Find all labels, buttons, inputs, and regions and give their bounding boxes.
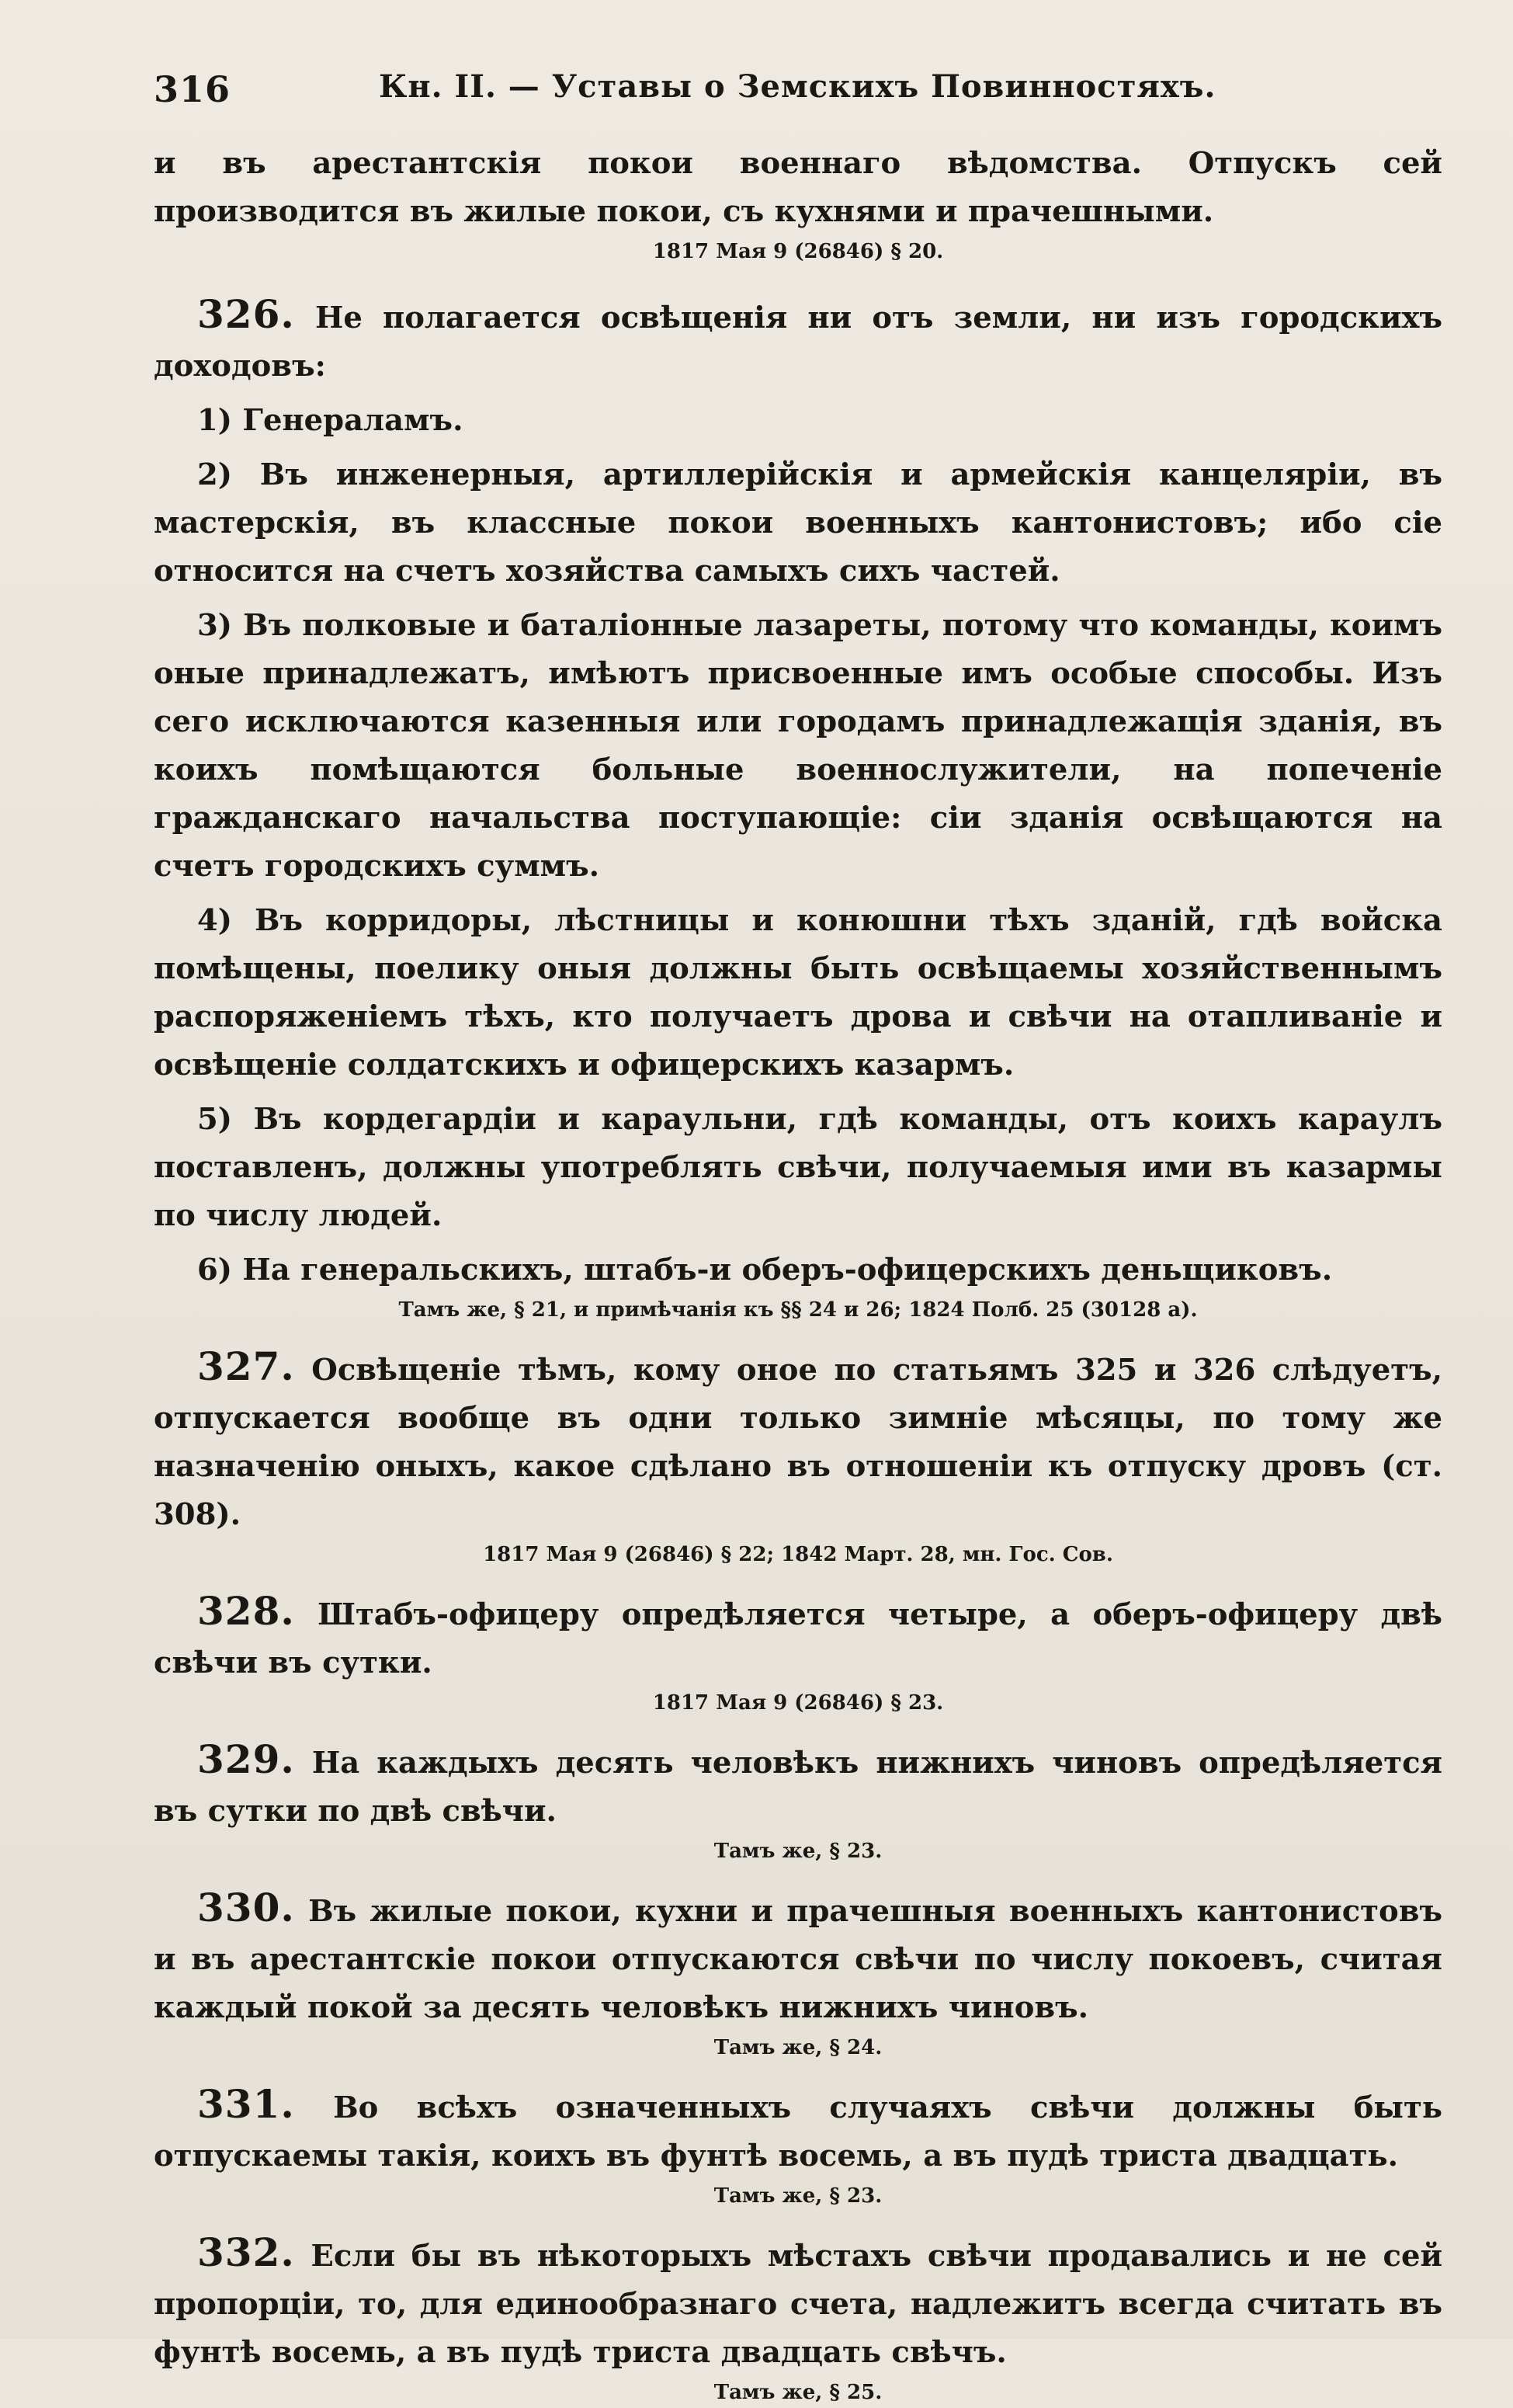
article-citation: Тамъ же, § 23. [713,1840,883,1863]
article-text: Если бы въ нѣкоторыхъ мѣстахъ свѣчи продавались и не сей пропорціи, то, для единообразнаго счета, надлежитъ всегда считать въ фунтѣ восемь, а въ пудѣ триста двадцать свѣчъ. [154,2239,1443,2370]
article-number: 331. [197,2081,295,2127]
article-text: Во всѣхъ означенныхъ случаяхъ свѣчи должны быть отпускаемы такія, коихъ въ фунтѣ восемь, а въ пудѣ триста двадцать. [154,2090,1442,2173]
article-text-block [154,1587,1442,1687]
article-text-block [154,1736,1442,1836]
article-text: Въ жилые покои, кухни и прачешныя военныхъ кантонистовъ и въ арестантскіе покои отпускаются свѣчи по числу покоевъ, считая каждый покой за десять человѣкъ нижнихъ чиновъ. [154,1894,1442,2025]
article-citation: 1817 Мая 9 (26846) § 22; 1842 Март. 28, мн. Гос. Сов. [483,1543,1113,1566]
article-332 [154,2229,1442,2408]
article-item: 3) Въ полковые и баталіонные лазареты, потому что команды, коимъ оные принадлежатъ, имѣютъ присвоенные имъ особые способы. Изъ сего исключаются казенныя или городамъ принадлежащія зданія, въ коихъ помѣщаются больные военнослужители, на попеченіе гражданскаго начальства поступающіе: сіи зданія освѣщаются на счетъ городскихъ суммъ. [154,608,1442,884]
article-lead [154,290,1442,391]
article-number: 327. [197,1343,295,1389]
article-text-block [154,2080,1442,2180]
intro-text: и въ арестантскія покои военнаго вѣдомства. Отпускъ сей производится въ жилые покои, съ кухнями и прачешными. [154,146,1442,229]
running-title: Кн. II. — Уставы о Земскихъ Повинностяхъ. [379,68,1216,105]
intro-citation: 1817 Мая 9 (26846) § 20. [652,240,944,263]
article-330 [154,1884,1442,2063]
article-text-block [154,2229,1442,2377]
article-citation: Тамъ же, § 23. [713,2184,883,2208]
article-citation: Тамъ же, § 21, и примѣчанія къ §§ 24 и 26; 1824 Полб. 25 (30128 а). [398,1298,1198,1322]
article-lead-text: Не полагается освѣщенія ни отъ земли, ни изъ городскихъ доходовъ: [154,301,1442,384]
page-header [154,47,1442,116]
article-item: 6) На генеральскихъ, штабъ-и оберъ-офицерскихъ деньщиковъ. [197,1253,1333,1287]
article-number: 330. [197,1885,295,1930]
article-text: Освѣщеніе тѣмъ, кому оное по статьямъ 325 и 326 слѣдуетъ, отпускается вообще въ одни только зимніе мѣсяцы, по тому же назначенію оныхъ, какое сдѣлано въ отношеніи къ отпуску дровъ (ст. 308). [154,1353,1443,1532]
article-number: 332. [197,2229,295,2275]
article-326 [154,290,1442,1326]
article-327 [154,1343,1442,1570]
article-number: 329. [197,1736,295,1782]
article-citation: Тамъ же, § 25. [713,2381,883,2404]
article-number: 328. [197,1588,295,1634]
article-number: 326. [197,291,295,337]
article-item: 1) Генераламъ. [197,403,463,438]
article-item: 5) Въ кордегардіи и караульни, гдѣ команды, отъ коихъ караулъ поставленъ, должны употреблять свѣчи, получаемыя ими въ казармы по числу людей. [154,1102,1442,1233]
page-number: 316 [154,68,231,110]
article-citation: Тамъ же, § 24. [713,2036,883,2059]
article-citation: 1817 Мая 9 (26846) § 23. [652,1691,944,1715]
article-328 [154,1587,1442,1718]
article-text-block [154,1884,1442,2032]
article-329 [154,1736,1442,1867]
article-331 [154,2080,1442,2212]
article-item: 2) Въ инженерныя, артиллерійскія и армейскія канцеляріи, въ мастерскія, въ классные покои военныхъ кантонистовъ; ибо сіе относится на счетъ хозяйства самыхъ сихъ частей. [154,457,1442,589]
article-text: На каждыхъ десять человѣкъ нижнихъ чиновъ опредѣляется въ сутки по двѣ свѣчи. [154,1746,1442,1829]
article-text-block [154,1343,1442,1539]
intro-block [154,140,1442,267]
article-text: Штабъ-офицеру опредѣляется четыре, а оберъ-офицеру двѣ свѣчи въ сутки. [154,1597,1443,1680]
article-item: 4) Въ корридоры, лѣстницы и конюшни тѣхъ зданій, гдѣ войска помѣщены, поелику оныя должны быть освѣщаемы хозяйственнымъ распоряженіемъ тѣхъ, кто получаетъ дрова и свѣчи на отапливаніе и освѣщеніе солдатскихъ и офицерскихъ казармъ. [154,903,1442,1082]
page-content [154,47,1442,2408]
